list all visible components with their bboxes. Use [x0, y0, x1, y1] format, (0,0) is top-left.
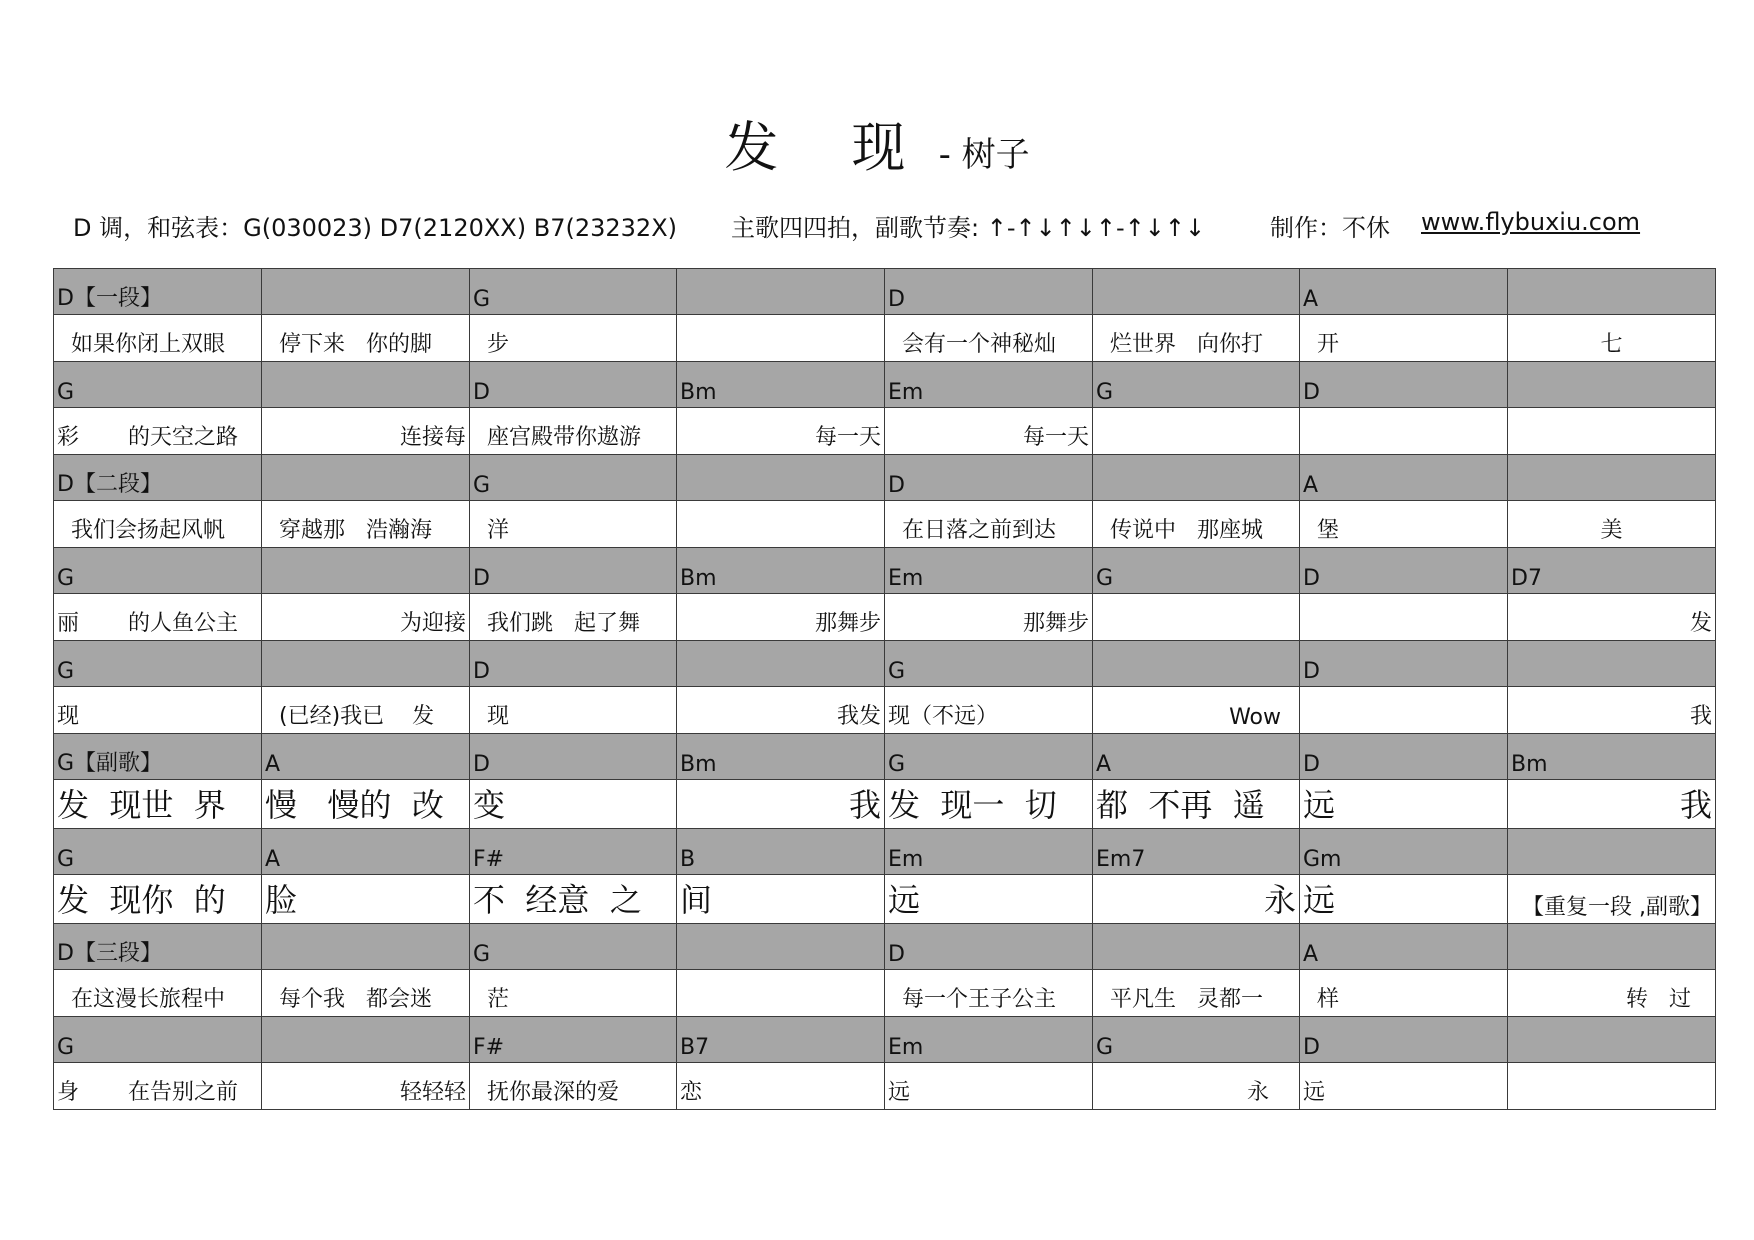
chord-cell	[1508, 269, 1716, 315]
lyric-cell: 传说中 那座城	[1093, 501, 1300, 548]
chord-cell	[677, 269, 885, 315]
lyric-cell: 现	[470, 687, 677, 734]
lyric-cell: 抚你最深的爱	[470, 1063, 677, 1110]
lyric-cell: 都 不再 遥	[1093, 780, 1300, 829]
chord-cell: F#	[470, 1017, 677, 1063]
lyric-cell: 每一天	[677, 408, 885, 455]
song-artist: - 树子	[938, 135, 1030, 175]
lyric-cell: 七	[1508, 315, 1716, 362]
chord-cell	[1508, 1017, 1716, 1063]
lyric-cell: 样	[1300, 970, 1508, 1017]
chord-row	[54, 829, 1716, 875]
chord-cell	[677, 641, 885, 687]
chord-cell: G	[54, 1017, 262, 1063]
lyric-cell: 堡	[1300, 501, 1508, 548]
chord-cell: Bm	[677, 362, 885, 408]
lyric-row	[54, 408, 1716, 455]
chord-cell: A	[262, 829, 470, 875]
chord-cell	[677, 924, 885, 970]
lyric-cell: 身 在告别之前	[54, 1063, 262, 1110]
lyric-cell: 发 现世 界	[54, 780, 262, 829]
chord-cell: G	[470, 269, 677, 315]
lyric-cell: Wow	[1093, 687, 1300, 734]
rhythm-pattern: 主歌四四拍，副歌节奏: ↑-↑↓↑↓↑-↑↓↑↓	[731, 214, 1206, 242]
lyric-cell	[1508, 408, 1716, 455]
chord-cell	[262, 362, 470, 408]
lyric-row	[54, 780, 1716, 829]
lyric-cell: 发	[1508, 594, 1716, 641]
maker-credit: 制作：不休	[1270, 214, 1390, 242]
chord-cell: D	[1300, 734, 1508, 780]
chord-cell: B7	[677, 1017, 885, 1063]
chord-cell: G	[470, 455, 677, 501]
chord-cell: Em	[885, 548, 1093, 594]
website-link[interactable]: www.flybuxiu.com	[1421, 208, 1641, 236]
chord-cell	[1093, 641, 1300, 687]
lyric-cell: 【重复一段 ,副歌】	[1508, 875, 1716, 924]
chord-cell: D	[1300, 641, 1508, 687]
lyric-cell: 停下来 你的脚	[262, 315, 470, 362]
lyric-cell: 每个我 都会迷	[262, 970, 470, 1017]
chord-cell: D	[885, 269, 1093, 315]
lyric-cell: 现（不远）	[885, 687, 1093, 734]
lyric-cell: 每一天	[885, 408, 1093, 455]
chord-cell: A	[1300, 924, 1508, 970]
chord-cell: D	[1300, 362, 1508, 408]
chord-row	[54, 455, 1716, 501]
chord-cell: Gm	[1300, 829, 1508, 875]
chord-cell: Em	[885, 1017, 1093, 1063]
chord-cell: D【一段】	[54, 269, 262, 315]
chord-cell: D	[1300, 1017, 1508, 1063]
lyric-cell: 间	[677, 875, 885, 924]
chord-cell	[262, 548, 470, 594]
lyric-cell: 我发	[677, 687, 885, 734]
chord-cell: Em	[885, 829, 1093, 875]
chord-row	[54, 734, 1716, 780]
lyric-cell: 我	[677, 780, 885, 829]
lyric-cell: 转 过	[1508, 970, 1716, 1017]
song-header	[0, 105, 1754, 182]
chord-cell	[262, 1017, 470, 1063]
lyric-cell: 我们会扬起风帆	[54, 501, 262, 548]
lyric-cell	[1508, 1063, 1716, 1110]
chord-cell: G	[54, 362, 262, 408]
lyric-cell: 丽 的人鱼公主	[54, 594, 262, 641]
chord-cell: G	[470, 924, 677, 970]
lyric-cell: 在这漫长旅程中	[54, 970, 262, 1017]
chord-cell: D	[885, 455, 1093, 501]
chord-cell: A	[262, 734, 470, 780]
chord-cell: A	[1300, 269, 1508, 315]
lyric-cell: 洋	[470, 501, 677, 548]
lyric-cell	[1093, 408, 1300, 455]
song-title: 发 现	[724, 116, 934, 179]
chord-cell: G	[1093, 548, 1300, 594]
lyric-row	[54, 1063, 1716, 1110]
lyric-cell: 座宫殿带你遨游	[470, 408, 677, 455]
lyric-row	[54, 875, 1716, 924]
chord-cell	[1093, 924, 1300, 970]
lyric-cell: 远	[885, 1063, 1093, 1110]
lyric-cell: 远	[1300, 1063, 1508, 1110]
chord-cell	[262, 269, 470, 315]
lyric-cell: 穿越那 浩瀚海	[262, 501, 470, 548]
lyric-cell: 我	[1508, 780, 1716, 829]
lyric-cell: 变	[470, 780, 677, 829]
chord-cell: D	[470, 362, 677, 408]
lyric-cell: 平凡生 灵都一	[1093, 970, 1300, 1017]
lyric-cell: 永	[1093, 875, 1300, 924]
lyric-cell: 发 现你 的	[54, 875, 262, 924]
lyric-cell: 彩 的天空之路	[54, 408, 262, 455]
chord-cell	[1093, 455, 1300, 501]
chord-cell: D【三段】	[54, 924, 262, 970]
chord-sheet-table	[53, 268, 1716, 1110]
chord-cell: Bm	[1508, 734, 1716, 780]
lyric-cell: 远	[1300, 875, 1508, 924]
lyric-cell: 那舞步	[677, 594, 885, 641]
lyric-cell: 不 经意 之	[470, 875, 677, 924]
chord-cell: Bm	[677, 734, 885, 780]
lyric-cell: 轻轻轻	[262, 1063, 470, 1110]
lyric-cell: 那舞步	[885, 594, 1093, 641]
lyric-cell: (已经)我已 发	[262, 687, 470, 734]
lyric-cell: 为迎接	[262, 594, 470, 641]
chord-cell: A	[1093, 734, 1300, 780]
lyric-cell: 永	[1093, 1063, 1300, 1110]
lyric-row	[54, 315, 1716, 362]
chord-cell: G	[54, 641, 262, 687]
chord-cell	[677, 455, 885, 501]
chord-cell: Em	[885, 362, 1093, 408]
lyric-cell	[677, 315, 885, 362]
lyric-row	[54, 501, 1716, 548]
chord-cell	[1508, 924, 1716, 970]
lyric-cell: 步	[470, 315, 677, 362]
chord-cell	[1508, 362, 1716, 408]
chord-cell: D	[470, 734, 677, 780]
chord-cell: F#	[470, 829, 677, 875]
chord-cell: G	[885, 641, 1093, 687]
lyric-cell: 美	[1508, 501, 1716, 548]
chord-cell: Em7	[1093, 829, 1300, 875]
lyric-cell	[1300, 408, 1508, 455]
lyric-cell	[677, 501, 885, 548]
lyric-cell: 如果你闭上双眼	[54, 315, 262, 362]
chord-cell	[1093, 269, 1300, 315]
chord-row	[54, 269, 1716, 315]
lyric-cell	[677, 970, 885, 1017]
key-and-chord-chart: D 调，和弦表：G(030023) D7(2120XX) B7(23232X)	[73, 214, 677, 242]
chord-cell	[262, 455, 470, 501]
chord-cell	[262, 924, 470, 970]
lyric-cell	[1300, 687, 1508, 734]
chord-cell: Bm	[677, 548, 885, 594]
chord-cell: D【二段】	[54, 455, 262, 501]
chord-cell: D	[470, 548, 677, 594]
lyric-cell	[1093, 594, 1300, 641]
chord-cell: B	[677, 829, 885, 875]
lyric-cell: 现	[54, 687, 262, 734]
lyric-cell: 在日落之前到达	[885, 501, 1093, 548]
lyric-cell: 烂世界 向你打	[1093, 315, 1300, 362]
chord-cell: D	[470, 641, 677, 687]
lyric-cell: 我们跳 起了舞	[470, 594, 677, 641]
chord-cell	[1508, 829, 1716, 875]
chord-row	[54, 641, 1716, 687]
chord-row	[54, 548, 1716, 594]
chord-cell: D	[885, 924, 1093, 970]
chord-cell	[262, 641, 470, 687]
lyric-cell: 远	[885, 875, 1093, 924]
lyric-row	[54, 594, 1716, 641]
chord-cell: G	[1093, 1017, 1300, 1063]
chord-cell: G【副歌】	[54, 734, 262, 780]
lyric-cell: 脸	[262, 875, 470, 924]
chord-cell: A	[1300, 455, 1508, 501]
chord-row	[54, 362, 1716, 408]
chord-cell: G	[54, 548, 262, 594]
lyric-cell: 远	[1300, 780, 1508, 829]
lyric-cell: 恋	[677, 1063, 885, 1110]
chord-row	[54, 924, 1716, 970]
lyric-cell: 会有一个神秘灿	[885, 315, 1093, 362]
lyric-row	[54, 687, 1716, 734]
chord-cell: D	[1300, 548, 1508, 594]
lyric-cell: 连接每	[262, 408, 470, 455]
chord-cell: G	[54, 829, 262, 875]
chord-cell: G	[1093, 362, 1300, 408]
chord-cell	[1508, 455, 1716, 501]
lyric-cell: 开	[1300, 315, 1508, 362]
chord-cell	[1508, 641, 1716, 687]
lyric-cell: 发 现一 切	[885, 780, 1093, 829]
lyric-cell	[1300, 594, 1508, 641]
chord-cell: G	[885, 734, 1093, 780]
lyric-cell: 我	[1508, 687, 1716, 734]
chord-row	[54, 1017, 1716, 1063]
lyric-cell: 慢 慢的 改	[262, 780, 470, 829]
lyric-cell: 茫	[470, 970, 677, 1017]
chord-cell: D7	[1508, 548, 1716, 594]
lyric-cell: 每一个王子公主	[885, 970, 1093, 1017]
lyric-row	[54, 970, 1716, 1017]
